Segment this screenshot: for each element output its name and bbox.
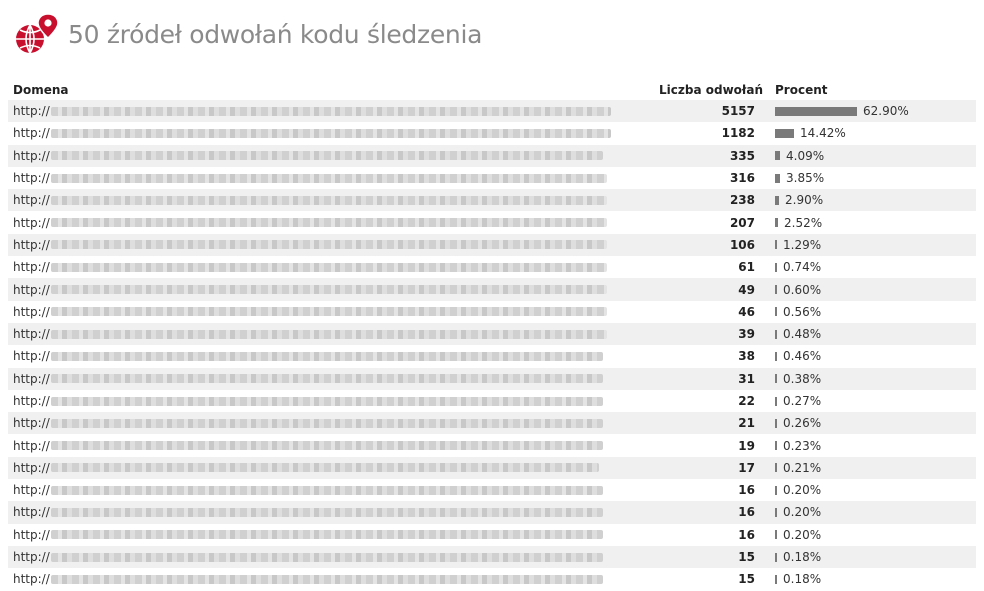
percent-bar <box>775 196 779 205</box>
referral-count: 207 <box>729 215 755 230</box>
percent-bar <box>775 218 778 227</box>
referrer-url[interactable] <box>8 305 623 319</box>
url-prefix: http:// <box>13 371 50 386</box>
percent-cell <box>755 171 824 185</box>
redacted-url-blur <box>51 486 603 495</box>
redacted-url-blur <box>51 575 603 584</box>
url-prefix: http:// <box>13 483 50 498</box>
redacted-url-blur <box>51 397 603 406</box>
url-prefix: http:// <box>13 104 50 119</box>
column-header-count[interactable]: Liczba odwołań <box>659 83 763 97</box>
percent-cell <box>755 238 821 252</box>
url-prefix: http:// <box>13 237 50 252</box>
percent-cell <box>755 394 821 408</box>
referral-count: 17 <box>738 460 755 475</box>
table-row[interactable] <box>8 278 976 300</box>
percent-cell <box>755 349 821 363</box>
percent-bar <box>775 374 777 383</box>
percent-bar <box>775 285 777 294</box>
percent-cell <box>755 104 909 118</box>
table-row[interactable] <box>8 390 976 412</box>
referrer-url[interactable] <box>8 238 623 252</box>
url-prefix: http:// <box>13 527 50 542</box>
table-body <box>8 100 976 591</box>
percent-value: 2.90% <box>785 193 824 208</box>
percent-bar <box>775 151 780 160</box>
percent-cell <box>755 439 821 453</box>
referral-count: 316 <box>729 171 755 186</box>
redacted-url-blur <box>51 463 599 472</box>
percent-bar <box>775 352 777 361</box>
referral-count: 16 <box>738 483 755 498</box>
url-prefix: http:// <box>13 171 50 186</box>
percent-bar <box>775 419 777 428</box>
percent-value: 0.60% <box>783 282 822 297</box>
percent-cell <box>755 505 821 519</box>
redacted-url-blur <box>51 330 607 339</box>
referral-count: 49 <box>738 282 755 297</box>
url-prefix: http:// <box>13 416 50 431</box>
percent-cell <box>755 550 821 564</box>
table-row[interactable] <box>8 457 976 479</box>
table-row[interactable] <box>8 368 976 390</box>
percent-bar <box>775 575 777 584</box>
referrer-url[interactable] <box>8 505 623 519</box>
column-header-domain[interactable]: Domena <box>13 83 69 97</box>
redacted-url-blur <box>51 307 607 316</box>
percent-value: 0.46% <box>783 349 822 364</box>
referrer-url[interactable] <box>8 327 623 341</box>
percent-bar <box>775 508 777 517</box>
referrer-url[interactable] <box>8 372 623 386</box>
percent-value: 0.18% <box>783 572 822 587</box>
referral-count: 1182 <box>721 126 755 141</box>
url-prefix: http:// <box>13 193 50 208</box>
referral-count: 15 <box>738 572 755 587</box>
percent-value: 0.38% <box>783 371 822 386</box>
percent-value: 0.23% <box>783 438 822 453</box>
percent-bar <box>775 240 777 249</box>
percent-value: 4.09% <box>786 148 825 163</box>
table-row[interactable] <box>8 189 976 211</box>
percent-cell <box>755 483 821 497</box>
percent-value: 0.74% <box>783 260 822 275</box>
url-prefix: http:// <box>13 215 50 230</box>
referral-count: 16 <box>738 527 755 542</box>
percent-cell <box>755 372 821 386</box>
percent-value: 0.26% <box>783 416 822 431</box>
percent-cell <box>755 528 821 542</box>
column-header-percent[interactable]: Procent <box>775 83 828 97</box>
referral-count: 16 <box>738 505 755 520</box>
referrers-table <box>8 80 976 591</box>
percent-cell <box>755 193 823 207</box>
redacted-url-blur <box>51 285 607 294</box>
percent-value: 3.85% <box>786 171 825 186</box>
referral-count: 31 <box>738 371 755 386</box>
referrer-url[interactable] <box>8 349 623 363</box>
referral-count: 61 <box>738 260 755 275</box>
table-row[interactable] <box>8 546 976 568</box>
referral-count: 5157 <box>721 104 755 119</box>
redacted-url-blur <box>51 508 603 517</box>
table-row[interactable] <box>8 479 976 501</box>
url-prefix: http:// <box>13 394 50 408</box>
percent-cell <box>755 149 824 163</box>
url-prefix: http:// <box>13 148 50 163</box>
referrer-url[interactable] <box>8 149 623 163</box>
referrer-url[interactable] <box>8 260 623 274</box>
percent-cell <box>755 260 821 274</box>
table-row[interactable] <box>8 345 976 367</box>
percent-bar <box>775 486 777 495</box>
table-row[interactable] <box>8 568 976 590</box>
percent-value: 0.56% <box>783 304 822 319</box>
redacted-url-blur <box>51 107 611 116</box>
page-header <box>12 12 482 56</box>
percent-cell <box>755 461 821 475</box>
url-prefix: http:// <box>13 282 50 297</box>
percent-bar <box>775 530 777 539</box>
url-prefix: http:// <box>13 550 50 565</box>
referral-count: 19 <box>738 438 755 453</box>
url-prefix: http:// <box>13 304 50 319</box>
referral-count: 22 <box>738 394 755 408</box>
redacted-url-blur <box>51 151 603 160</box>
percent-value: 1.29% <box>783 237 822 252</box>
referrer-url[interactable] <box>8 439 623 453</box>
referrer-url[interactable] <box>8 216 623 230</box>
url-prefix: http:// <box>13 505 50 520</box>
referral-count: 38 <box>738 349 755 364</box>
table-row[interactable] <box>8 145 976 167</box>
percent-value: 2.52% <box>784 215 823 230</box>
redacted-url-blur <box>51 174 607 183</box>
table-row[interactable] <box>8 256 976 278</box>
percent-bar <box>775 463 777 472</box>
referrer-url[interactable] <box>8 483 623 497</box>
url-prefix: http:// <box>13 349 50 364</box>
url-prefix: http:// <box>13 460 50 475</box>
referrer-url[interactable] <box>8 528 623 542</box>
redacted-url-blur <box>51 240 607 249</box>
percent-bar <box>775 553 777 562</box>
percent-cell <box>755 416 821 430</box>
referral-count: 15 <box>738 550 755 565</box>
redacted-url-blur <box>51 218 607 227</box>
referrer-url[interactable] <box>8 126 623 140</box>
referrer-url[interactable] <box>8 416 623 430</box>
table-header <box>8 80 976 100</box>
url-prefix: http:// <box>13 327 50 342</box>
percent-value: 0.21% <box>783 460 822 475</box>
percent-bar <box>775 330 777 339</box>
table-row[interactable] <box>8 434 976 456</box>
percent-cell <box>755 327 821 341</box>
table-row[interactable] <box>8 301 976 323</box>
percent-value: 0.48% <box>783 327 822 342</box>
redacted-url-blur <box>51 352 603 361</box>
globe-pin-icon <box>12 12 60 56</box>
percent-value: 0.18% <box>783 550 822 565</box>
referrer-url[interactable] <box>8 193 623 207</box>
referrer-url[interactable] <box>8 104 623 118</box>
referral-count: 238 <box>729 193 755 208</box>
percent-value: 62.90% <box>863 104 909 119</box>
percent-bar <box>775 307 777 316</box>
table-row[interactable] <box>8 524 976 546</box>
referrer-url[interactable] <box>8 550 623 564</box>
table-row[interactable] <box>8 167 976 189</box>
url-prefix: http:// <box>13 126 50 141</box>
percent-value: 14.42% <box>800 126 846 141</box>
percent-bar <box>775 107 857 116</box>
referral-count: 335 <box>729 148 755 163</box>
referral-count: 46 <box>738 304 755 319</box>
percent-cell <box>755 126 846 140</box>
percent-bar <box>775 263 777 272</box>
table-row[interactable] <box>8 412 976 434</box>
table-row[interactable] <box>8 100 976 122</box>
referrer-url[interactable] <box>8 461 623 475</box>
percent-cell <box>755 283 821 297</box>
url-prefix: http:// <box>13 572 50 587</box>
referral-count: 106 <box>729 237 755 252</box>
table-row[interactable] <box>8 211 976 233</box>
redacted-url-blur <box>51 419 603 428</box>
percent-bar <box>775 441 777 450</box>
percent-bar <box>775 397 777 406</box>
referral-count: 21 <box>738 416 755 431</box>
url-prefix: http:// <box>13 260 50 275</box>
percent-value: 0.20% <box>783 505 822 520</box>
table-row[interactable] <box>8 122 976 144</box>
percent-value: 0.20% <box>783 527 822 542</box>
redacted-url-blur <box>51 196 607 205</box>
percent-bar <box>775 174 780 183</box>
redacted-url-blur <box>51 530 603 539</box>
redacted-url-blur <box>51 553 603 562</box>
percent-value: 0.27% <box>783 394 822 408</box>
page-title: 50 źródeł odwołań kodu śledzenia <box>68 19 483 49</box>
referrer-url[interactable] <box>8 572 623 586</box>
percent-bar <box>775 129 794 138</box>
referrer-url[interactable] <box>8 171 623 185</box>
percent-cell <box>755 216 822 230</box>
referral-count: 39 <box>738 327 755 342</box>
table-row[interactable] <box>8 234 976 256</box>
redacted-url-blur <box>51 129 611 138</box>
redacted-url-blur <box>51 263 607 272</box>
redacted-url-blur <box>51 374 603 383</box>
redacted-url-blur <box>51 441 603 450</box>
percent-cell <box>755 572 821 586</box>
referrer-url[interactable] <box>8 283 623 297</box>
referrer-url[interactable] <box>8 394 623 408</box>
table-row[interactable] <box>8 501 976 523</box>
percent-cell <box>755 305 821 319</box>
url-prefix: http:// <box>13 438 50 453</box>
percent-value: 0.20% <box>783 483 822 498</box>
table-row[interactable] <box>8 323 976 345</box>
